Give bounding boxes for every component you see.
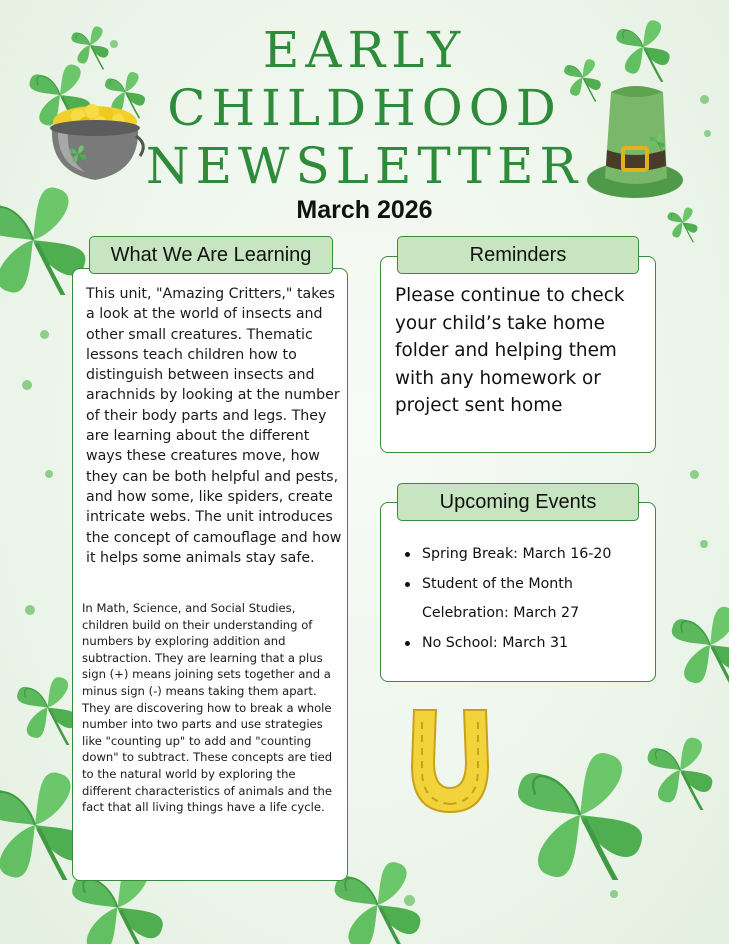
event-item: No School: March 31 (400, 629, 650, 659)
golden-horseshoe-icon (400, 700, 500, 820)
learning-heading: What We Are Learning (89, 236, 333, 274)
decor-dot (25, 605, 35, 615)
decor-dot (690, 470, 699, 479)
decor-dot (404, 895, 415, 906)
four-leaf-clover-icon (515, 750, 645, 880)
newsletter-title-line1: EARLY (262, 21, 467, 79)
events-heading: Upcoming Events (397, 483, 639, 521)
decor-dot (700, 540, 708, 548)
reminders-text: Please continue to check your child’s take home folder and helping them with any homework or project sent home (395, 285, 625, 417)
newsletter-title-line2: CHILDHOOD (167, 79, 562, 137)
decor-dot (22, 380, 32, 390)
decor-dot (610, 890, 618, 898)
newsletter-title-line3: NEWSLETTER (145, 137, 584, 195)
learning-paragraph-1: This unit, "Amazing Critters," takes a look at the world of insects and other small creatures. Thematic lessons teach children how to distinguish between insects and arachnids by looking at the number of their body parts and legs. They are learning about the different ways these creatures move, how they can be both helpful and pests, and how some, like spiders, create intricate webs. The unit introduces the concept of camouflage and how it helps some animals stay safe. (86, 286, 342, 566)
newsletter-date: March 2026 (296, 196, 433, 224)
event-item: Spring Break: March 16-20 (400, 540, 650, 570)
decor-dot (45, 470, 53, 478)
four-leaf-clover-icon (670, 605, 729, 685)
decor-dot (40, 330, 49, 339)
events-list (400, 540, 650, 658)
four-leaf-clover-icon (640, 730, 720, 810)
event-item: Student of the Month Celebration: March 27 (400, 570, 650, 629)
learning-paragraph-2: In Math, Science, and Social Studies, children build on their understanding of numbers by exploring addition and subtraction. They are learning that a plus sign (+) means joining sets together and a minus sign (-) means taking them apart. They are discovering how to break a whole number into two parts and use strategies like "counting up" to add and "counting down" to subtract. These concepts are tied to the natural world by exploring the different characteristics of animals and the fact that all living things have a life cycle. (82, 601, 333, 815)
reminders-heading: Reminders (397, 236, 639, 274)
